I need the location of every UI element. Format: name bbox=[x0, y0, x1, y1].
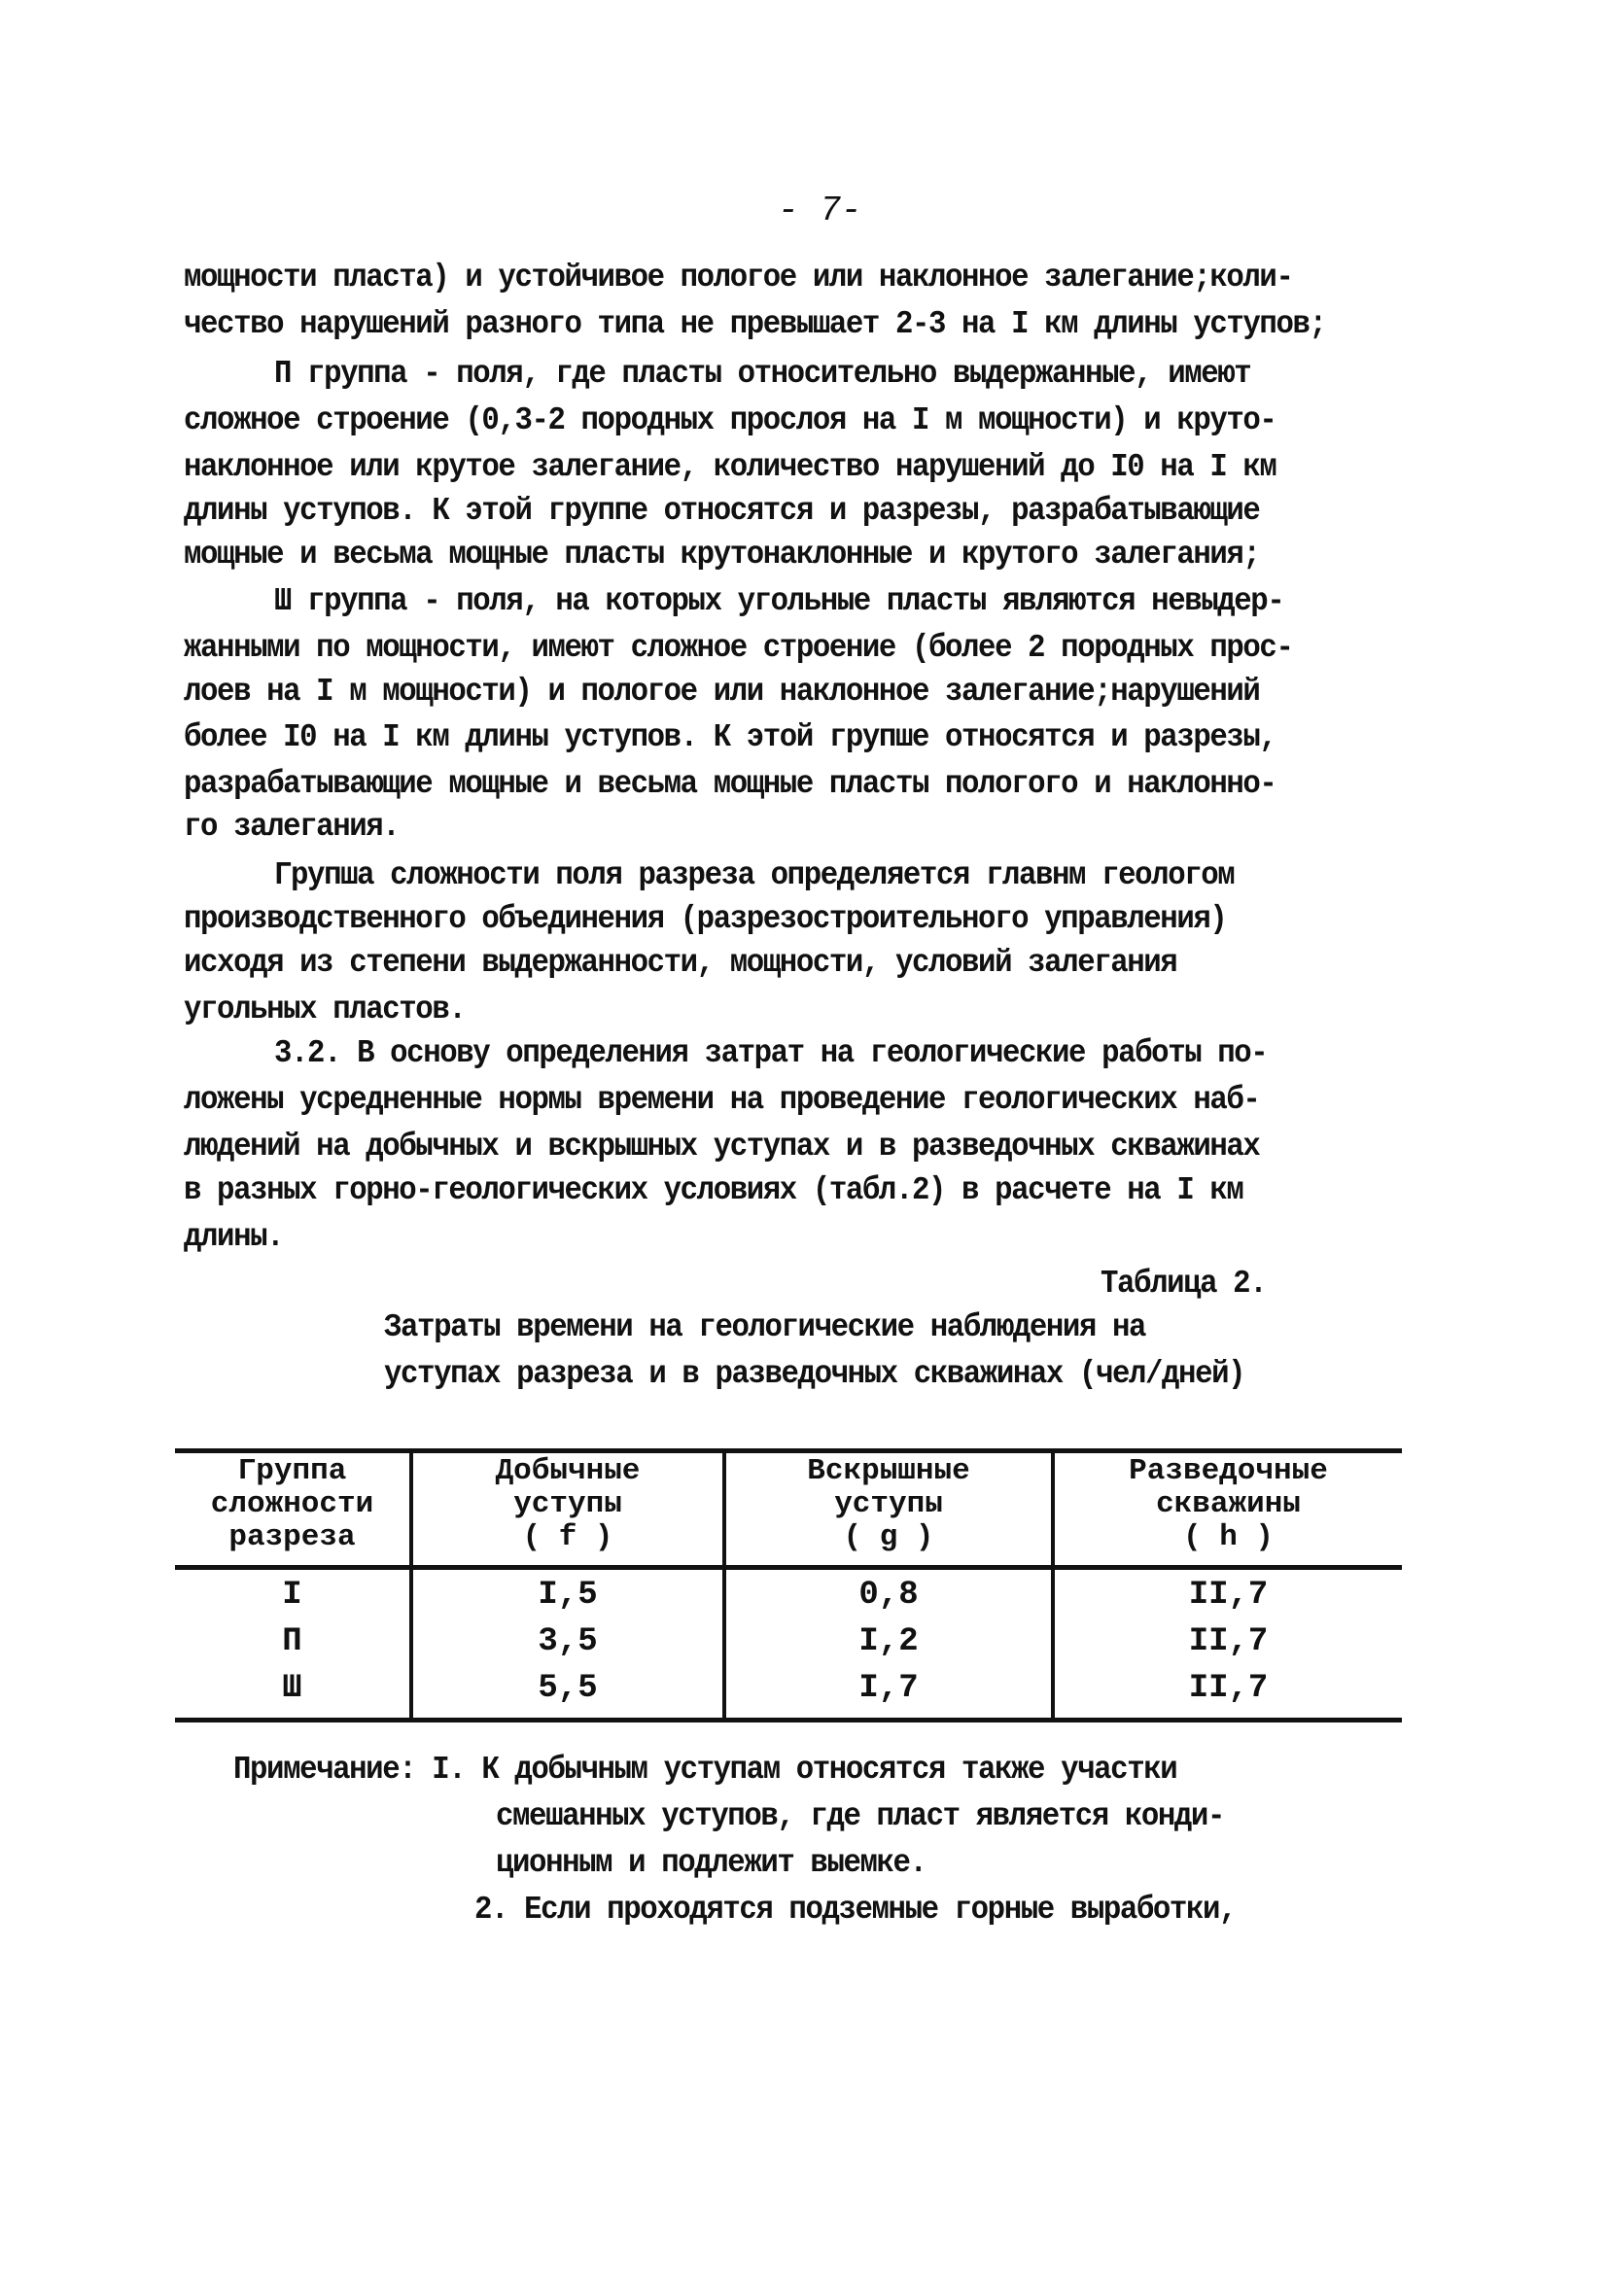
table-top-rule bbox=[175, 1448, 1402, 1453]
column-header: Группа сложности разреза bbox=[210, 1454, 374, 1554]
paragraph-line: людений на добычных и вскрышных уступах и в разведочных скважинах bbox=[184, 1129, 1260, 1165]
table-cell: 3,5 bbox=[538, 1623, 598, 1660]
paragraph-line: длины. bbox=[184, 1219, 284, 1255]
table-bottom-rule bbox=[175, 1718, 1402, 1722]
table-cell: I,5 bbox=[538, 1577, 598, 1614]
table-cell: П bbox=[282, 1623, 302, 1660]
table-label: Таблица 2. bbox=[1101, 1266, 1267, 1302]
table-cell: 0,8 bbox=[858, 1577, 919, 1614]
paragraph-line: наклонное или крутое залегание, количество нарушений до I0 на I км bbox=[184, 449, 1276, 485]
paragraph-line: мощности пласта) и устойчивое пологое или наклонное залегание;коли- bbox=[184, 260, 1293, 296]
paragraph-line: более I0 на I км длины уступов. К этой групше относятся и разрезы, bbox=[184, 719, 1276, 755]
paragraph-line: разрабатывающие мощные и весьма мощные пласты пологого и наклонно- bbox=[184, 766, 1276, 802]
table-cell: Ш bbox=[282, 1670, 302, 1707]
table-cell: I,2 bbox=[858, 1623, 919, 1660]
paragraph-line: жанными по мощности, имеют сложное строение (более 2 породных прос- bbox=[184, 630, 1293, 666]
paragraph-line: производственного объединения (разрезостроительного управления) bbox=[184, 901, 1227, 937]
paragraph-line: лоев на I м мощности) и пологое или наклонное залегание;нарушений bbox=[184, 674, 1260, 710]
table-cell: I bbox=[282, 1577, 302, 1614]
paragraph-line: в разных горно-геологических условиях (табл.2) в расчете на I км bbox=[184, 1172, 1243, 1208]
paragraph-line: мощные и весьма мощные пласты крутонаклонные и крутого залегания; bbox=[184, 537, 1260, 573]
table-caption-line: Затраты времени на геологические наблюдения на bbox=[384, 1309, 1146, 1345]
table-cell: II,7 bbox=[1188, 1623, 1269, 1660]
table-cell: II,7 bbox=[1188, 1577, 1269, 1614]
note-line: ционным и подлежит выемке. bbox=[496, 1845, 926, 1881]
note-line: Примечание: I. К добычным уступам относятся также участки bbox=[233, 1752, 1177, 1788]
paragraph-line: чество нарушений разного типа не превышает 2-3 на I км длины уступов; bbox=[184, 306, 1326, 342]
table-cell: 5,5 bbox=[538, 1670, 598, 1707]
note-line: 2. Если проходятся подземные горные выработки, bbox=[474, 1892, 1237, 1928]
column-header: Добычные уступы ( f ) bbox=[495, 1454, 641, 1554]
table-cell: II,7 bbox=[1188, 1670, 1269, 1707]
paragraph-line: сложное строение (0,3-2 породных прослоя на I м мощности) и круто- bbox=[184, 402, 1276, 438]
paragraph-line: го залегания. bbox=[184, 809, 400, 845]
table-header-rule bbox=[175, 1565, 1402, 1570]
table-cell: I,7 bbox=[858, 1670, 919, 1707]
paragraph-first-line: Групша сложности поля разреза определяется главнм геологом bbox=[274, 857, 1235, 893]
column-header: Вскрышные уступы ( g ) bbox=[807, 1454, 970, 1554]
page-number: - 7- bbox=[778, 191, 862, 230]
table-caption-line: уступах разреза и в разведочных скважинах (чел/дней) bbox=[384, 1356, 1245, 1392]
paragraph-line: ложены усредненные нормы времени на проведение геологических наб- bbox=[184, 1082, 1260, 1118]
note-line: смешанных уступов, где пласт является конди- bbox=[496, 1798, 1224, 1834]
paragraph-line: исходя из степени выдержанности, мощности, условий залегания bbox=[184, 945, 1177, 981]
paragraph-first-line: П группа - поля, где пласты относительно выдержанные, имеют bbox=[274, 356, 1251, 392]
paragraph-first-line: Ш группа - поля, на которых угольные пласты являются невыдер- bbox=[274, 583, 1284, 619]
paragraph-first-line: 3.2. В основу определения затрат на геологические работы по- bbox=[274, 1035, 1268, 1071]
paragraph-line: угольных пластов. bbox=[184, 991, 466, 1027]
paragraph-line: длины уступов. К этой группе относятся и разрезы, разрабатывающие bbox=[184, 493, 1260, 529]
column-header: Разведочные скважины ( h ) bbox=[1129, 1454, 1328, 1554]
